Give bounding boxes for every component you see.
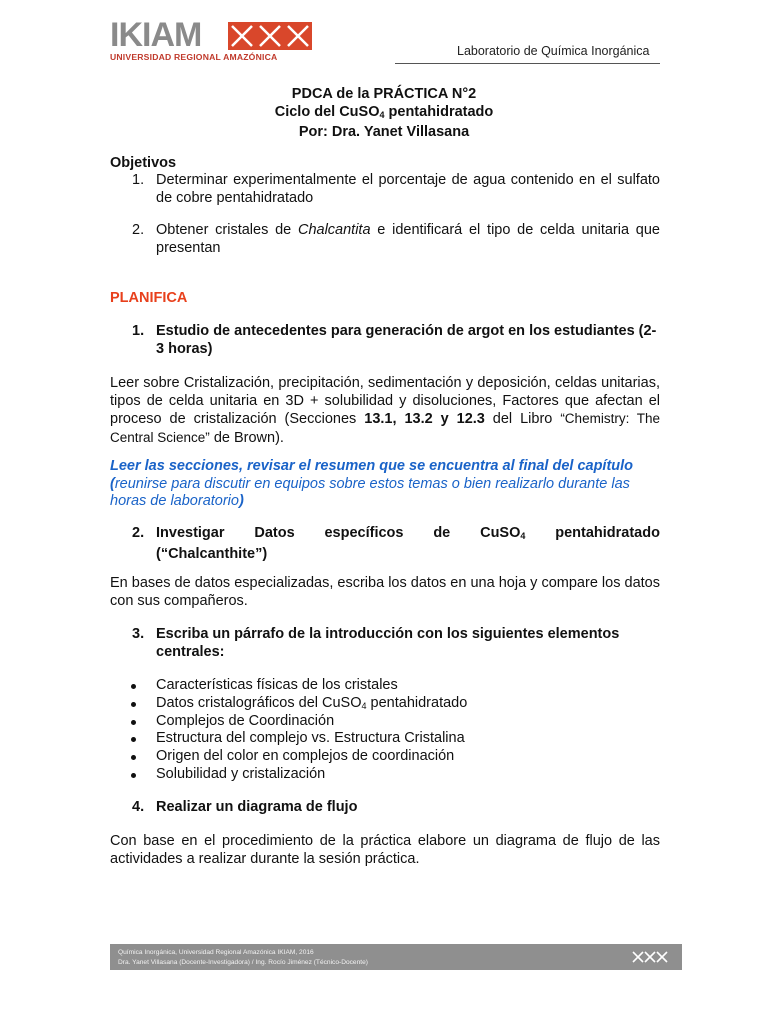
section-3-bullets <box>110 677 660 784</box>
bullet-icon <box>131 755 136 760</box>
section-2-word-6: pentahidratado <box>555 525 660 541</box>
section-2-word-4: de <box>433 525 451 541</box>
section-1-number: 1. <box>132 323 145 339</box>
footer-line-2: Dra. Yanet Villasana (Docente-Investigadora) / Ing. Rocío Jiménez (Técnico-Docente) <box>118 959 368 966</box>
reading-note-paren-close: ) <box>238 493 244 509</box>
list-item-text: Datos cristalográficos del CuSO <box>156 694 362 711</box>
objetivo-2-text <box>156 222 660 257</box>
list-item <box>110 766 660 784</box>
page-footer <box>110 944 682 970</box>
logo-wordmark: IKIAM <box>110 16 202 54</box>
section-4-number: 4. <box>132 799 145 815</box>
objetivos-heading: Objetivos <box>110 155 177 171</box>
objetivo-2-number: 2. <box>132 222 145 238</box>
header-divider <box>395 63 660 64</box>
list-item-text: Origen del color en complejos de coordinación <box>156 748 455 765</box>
objetivo-1 <box>110 172 660 207</box>
title-line-2 <box>0 104 768 125</box>
section-1-body-pre: Leer sobre Cristalización, precipitación, sedimentación y deposición, celdas unitarias, tipos de celda unitaria en 3D + solubilidad y disoluciones, Factores que afectan el proceso de cristalización (Secciones <box>110 375 660 427</box>
section-2-formula-subscript: 4 <box>520 531 526 541</box>
section-2-title-line-2: (“Chalcanthite”) <box>156 545 268 562</box>
footer-logo-icon <box>632 950 668 964</box>
bullet-icon <box>131 720 136 725</box>
section-2-formula-text: CuSO <box>480 525 521 541</box>
section-1-body <box>110 375 660 447</box>
bullet-list <box>110 677 660 784</box>
reading-note-detail: reunirse para discutir en equipos sobre estos temas o bien realizarlo durante las horas de laboratorio <box>110 475 630 509</box>
objetivo-1-number: 1. <box>132 172 145 188</box>
planifica-heading: PLANIFICA <box>110 290 188 306</box>
section-3-number: 3. <box>132 626 145 642</box>
section-3-title <box>110 626 660 661</box>
list-item <box>110 730 660 748</box>
list-item <box>110 748 660 766</box>
list-item-text: Características físicas de los cristales <box>156 677 398 693</box>
lab-name: Laboratorio de Química Inorgánica <box>457 44 650 58</box>
section-2-word-3: específicos <box>324 525 404 541</box>
section-4-title <box>110 799 660 817</box>
section-4-body: Con base en el procedimiento de la práctica elabore un diagrama de flujo de las actividades a realizar durante la sesión práctica. <box>110 833 660 867</box>
reading-note-paren-open: ( <box>110 475 115 492</box>
section-1-body-post: de Brown). <box>209 429 284 446</box>
section-2-word-2: Datos <box>254 525 295 541</box>
objetivo-2-post: e identificará el tipo de celda unitaria que presentan <box>156 222 660 256</box>
section-1-title-text: Estudio de antecedentes para generación de argot en los estudiantes (2-3 horas) <box>156 323 657 357</box>
section-2-formula <box>480 525 525 546</box>
document-title <box>0 86 768 142</box>
section-2-title <box>110 525 660 563</box>
bullet-icon <box>131 737 136 742</box>
list-item-text: Solubilidad y cristalización <box>156 765 326 782</box>
section-3-title-text: Escriba un párrafo de la introducción con los siguientes elementos centrales: <box>156 626 620 660</box>
list-item-text: Complejos de Coordinación <box>156 712 335 729</box>
objetivo-2-pre: Obtener cristales de <box>156 222 298 238</box>
section-2-title-line-1 <box>156 525 660 546</box>
ikiam-logo <box>110 18 310 64</box>
objetivo-1-text: Determinar experimentalmente el porcentaje de agua contenido en el sulfato de cobre pentahidratado <box>156 172 660 206</box>
logo-diamond-pattern-icon <box>228 22 312 50</box>
section-4-title-text: Realizar un diagrama de flujo <box>156 799 358 815</box>
title-line-3: Por: Dra. Yanet Villasana <box>298 124 470 140</box>
list-item-subscript: 4 <box>361 700 367 711</box>
section-1-body-sections: 13.1, 13.2 y 12.3 <box>364 411 485 427</box>
section-1-title <box>110 323 660 358</box>
logo-subtitle: UNIVERSIDAD REGIONAL AMAZÓNICA <box>110 52 278 62</box>
title-line-2-suffix: pentahidratado <box>384 103 494 120</box>
list-item-text: Estructura del complejo vs. Estructura Cristalina <box>156 730 465 747</box>
title-subscript: 4 <box>379 109 385 120</box>
title-line-1: PDCA de la PRÁCTICA N°2 <box>291 86 477 102</box>
title-line-2-text: Ciclo del CuSO <box>274 103 380 120</box>
list-item <box>110 677 660 695</box>
section-2-number: 2. <box>132 525 145 541</box>
section-1-book-title: “Chemistry: The Central Science” <box>110 411 661 445</box>
list-item <box>110 713 660 731</box>
footer-line-1: Química Inorgánica, Universidad Regional Amazónica IKIAM, 2016 <box>118 949 314 956</box>
objetivo-2-italic: Chalcantita <box>297 222 371 238</box>
reading-note <box>110 458 660 511</box>
list-item-suffix: pentahidratado <box>366 694 468 711</box>
section-2-word-1: Investigar <box>156 525 225 541</box>
reading-note-bold: Leer las secciones, revisar el resumen que se encuentra al final del capítulo <box>110 458 634 474</box>
bullet-icon <box>131 684 136 689</box>
list-item <box>110 695 660 713</box>
section-2-body: En bases de datos especializadas, escriba los datos en una hoja y compare los datos con sus compañeros. <box>110 575 660 609</box>
bullet-icon <box>131 702 136 707</box>
objetivo-2 <box>110 222 660 257</box>
section-1-body-mid: del Libro <box>484 411 561 427</box>
bullet-icon <box>131 773 136 778</box>
